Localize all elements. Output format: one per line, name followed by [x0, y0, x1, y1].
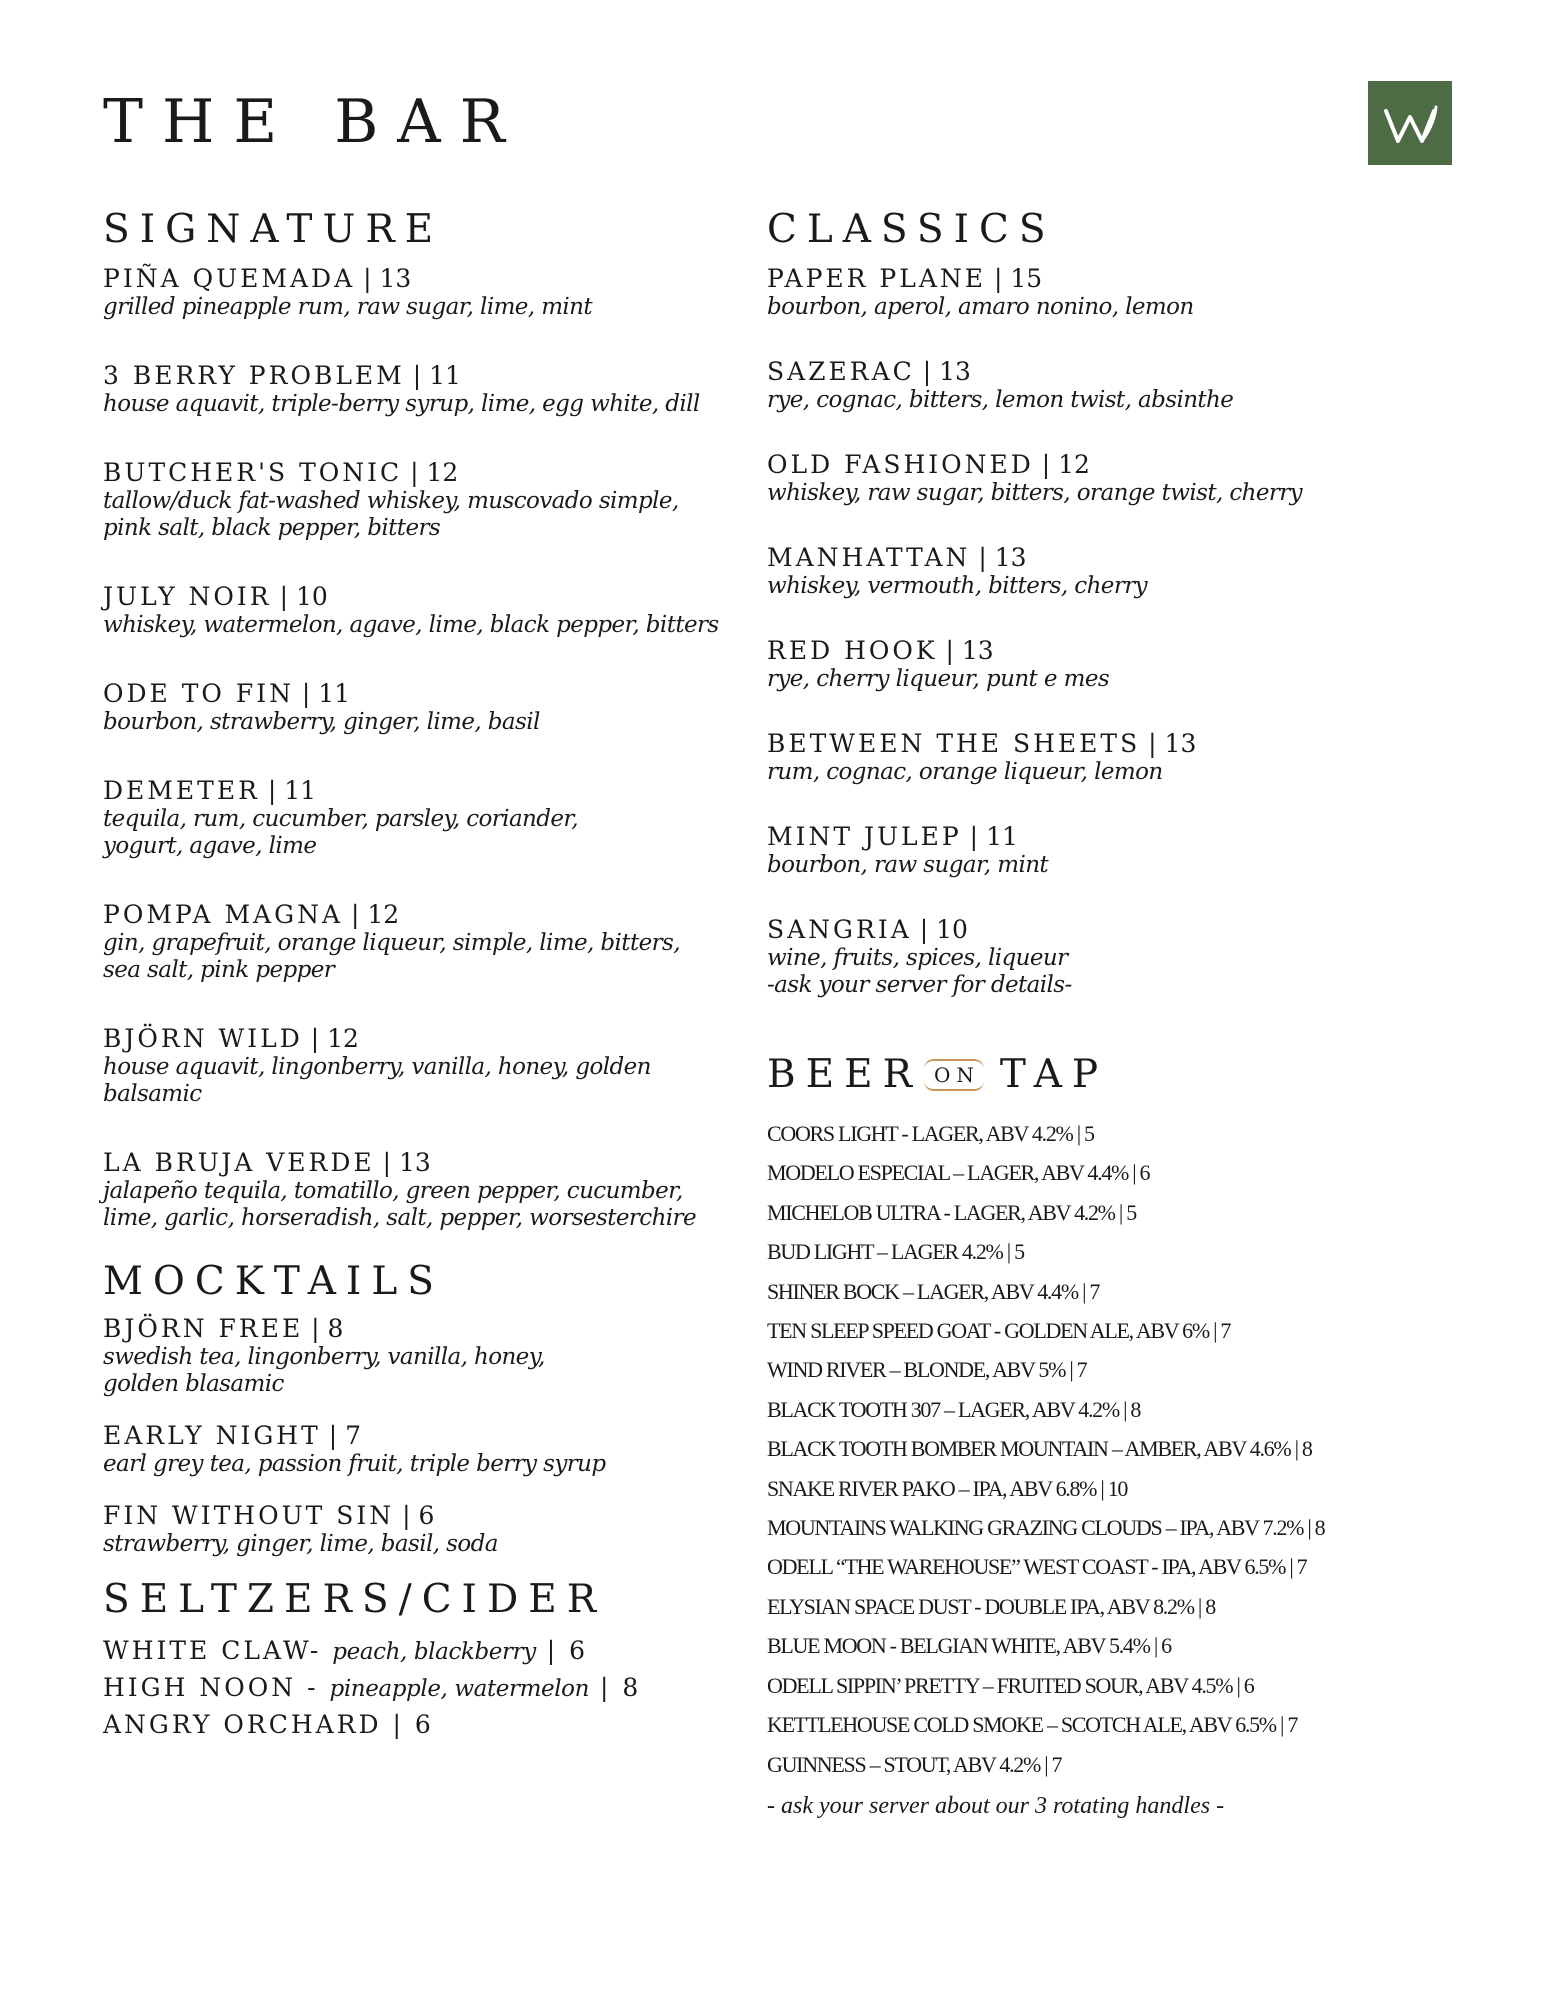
- description-line: earl grey tea, passion fruit, triple berry syrup: [103, 1451, 606, 1477]
- item-name: ODE TO FIN: [103, 679, 294, 708]
- menu-item: [103, 678, 723, 736]
- description-line: whiskey, vermouth, bitters, cherry: [767, 573, 1148, 599]
- menu-item-name: [103, 678, 723, 709]
- menu-item: [103, 360, 723, 418]
- item-price: 12: [367, 900, 400, 929]
- menu-item-name: [767, 356, 1467, 387]
- beer-item: ELYSIAN SPACE DUST - DOUBLE IPA, ABV 8.2% | 8: [767, 1593, 1215, 1619]
- menu-item-name: [767, 728, 1467, 759]
- beer-heading-on-badge: ON: [924, 1059, 984, 1091]
- description-line: rye, cognac, bitters, lemon twist, absinthe: [767, 387, 1234, 413]
- signature-list: [103, 263, 723, 1232]
- item-description: [103, 1054, 723, 1108]
- seltzer-flavors: pineapple, watermelon: [329, 1676, 590, 1702]
- description-line: golden blasamic: [103, 1371, 284, 1397]
- description-line: rum, cognac, orange liqueur, lemon: [767, 759, 1163, 785]
- w-logo-icon: [1368, 81, 1452, 165]
- price-separator: |: [404, 361, 430, 390]
- menu-item: [767, 356, 1467, 414]
- description-line: strawberry, ginger, lime, basil, soda: [103, 1531, 498, 1557]
- item-price: 13: [1164, 729, 1197, 758]
- menu-item: [767, 728, 1467, 786]
- description-line: yogurt, agave, lime: [103, 833, 317, 859]
- item-description: [767, 573, 1467, 600]
- price-separator: |: [394, 1501, 419, 1530]
- item-name: MINT JULEP: [767, 822, 962, 851]
- menu-item: [103, 581, 723, 639]
- seltzer-item: [103, 1670, 723, 1707]
- item-price: 11: [284, 776, 317, 805]
- item-name: LA BRUJA VERDE: [103, 1148, 375, 1177]
- menu-item-name: [767, 263, 1467, 294]
- item-description: [103, 1531, 723, 1558]
- item-name: POMPA MAGNA: [103, 900, 343, 929]
- description-line: bourbon, strawberry, ginger, lime, basil: [103, 709, 540, 735]
- item-price: 13: [379, 264, 412, 293]
- menu-item: [103, 775, 723, 860]
- item-description: [103, 1178, 723, 1232]
- description-line: tallow/duck fat-washed whiskey, muscovado simple,: [103, 488, 679, 514]
- item-name: MANHATTAN: [767, 543, 971, 572]
- menu-item-name: [103, 775, 723, 806]
- beer-item: KETTLEHOUSE COLD SMOKE – SCOTCH ALE, ABV 6.5% | 7: [767, 1712, 1298, 1738]
- price-separator: |: [986, 264, 1011, 293]
- description-line: jalapeño tequila, tomatillo, green pepper, cucumber,: [103, 1178, 683, 1204]
- menu-item: [767, 914, 1467, 999]
- menu-item: [767, 449, 1467, 507]
- beer-item: MOUNTAINS WALKING GRAZING CLOUDS – IPA, ABV 7.2% | 8: [767, 1515, 1325, 1541]
- menu-item-name: [103, 360, 723, 391]
- price-separator: |: [381, 1710, 415, 1739]
- item-name: JULY NOIR: [103, 582, 272, 611]
- mocktails-list: [103, 1313, 723, 1558]
- menu-item: [103, 1023, 723, 1108]
- seltzers-heading: SELTZERS/CIDER: [103, 1577, 607, 1622]
- item-name: SAZERAC: [767, 357, 915, 386]
- seltzer-price: 8: [622, 1673, 642, 1702]
- beer-item: SHINER BOCK – LAGER, ABV 4.4% | 7: [767, 1278, 1100, 1304]
- item-description: [103, 612, 723, 639]
- price-separator: |: [914, 357, 940, 386]
- beer-item: BLACK TOOTH 307 – LAGER, ABV 4.2% | 8: [767, 1396, 1141, 1422]
- price-separator: |: [535, 1636, 570, 1665]
- seltzer-item: [103, 1707, 723, 1742]
- item-name: BETWEEN THE SHEETS: [767, 729, 1141, 758]
- seltzer-item: [103, 1633, 723, 1670]
- page-title: THE BAR: [103, 87, 524, 157]
- menu-item: [103, 1313, 723, 1398]
- description-line: lime, garlic, horseradish, salt, pepper, worsesterchire: [103, 1205, 696, 1231]
- menu-item-name: [767, 542, 1467, 573]
- price-separator: |: [271, 582, 296, 611]
- menu-item-name: [767, 635, 1467, 666]
- menu-item-name: [767, 914, 1467, 945]
- item-name: BUTCHER'S TONIC: [103, 458, 403, 487]
- menu-item-name: [103, 1023, 723, 1054]
- price-separator: |: [402, 458, 427, 487]
- description-line: -ask your server for details-: [767, 972, 1072, 998]
- description-line: house aquavit, lingonberry, vanilla, honey, golden balsamic: [103, 1054, 651, 1107]
- seltzer-name: WHITE CLAW-: [103, 1636, 322, 1665]
- item-price: 12: [1058, 450, 1090, 479]
- item-price: 12: [426, 458, 459, 487]
- item-price: 11: [986, 822, 1018, 851]
- item-price: 7: [345, 1421, 362, 1450]
- beer-item: ODELL “THE WAREHOUSE” WEST COAST - IPA, ABV 6.5% | 7: [767, 1554, 1307, 1580]
- item-price: 8: [327, 1314, 344, 1343]
- beer-item: ODELL SIPPIN’ PRETTY – FRUITED SOUR, ABV 4.5% | 6: [767, 1672, 1254, 1698]
- item-description: [767, 666, 1467, 693]
- description-line: wine, fruits, spices, liqueur: [767, 945, 1068, 971]
- item-description: [103, 488, 723, 542]
- description-line: grilled pineapple rum, raw sugar, lime, mint: [103, 294, 593, 320]
- description-line: sea salt, pink pepper: [103, 957, 335, 983]
- item-price: 13: [939, 357, 971, 386]
- price-separator: |: [293, 679, 319, 708]
- description-line: whiskey, watermelon, agave, lime, black pepper, bitters: [103, 612, 719, 638]
- item-description: [767, 945, 1467, 999]
- item-name: FIN WITHOUT SIN: [103, 1501, 395, 1530]
- menu-item-name: [103, 899, 723, 930]
- item-description: [103, 1451, 723, 1478]
- menu-item: [103, 899, 723, 984]
- price-separator: |: [1140, 729, 1165, 758]
- item-description: [103, 806, 723, 860]
- seltzer-name: ANGRY ORCHARD: [103, 1710, 382, 1739]
- item-price: 10: [295, 582, 328, 611]
- menu-item: [767, 821, 1467, 879]
- item-price: 13: [961, 636, 994, 665]
- classics-heading: CLASSICS: [767, 207, 1056, 252]
- price-separator: |: [1033, 450, 1059, 479]
- item-description: [767, 852, 1467, 879]
- price-separator: |: [303, 1314, 328, 1343]
- item-description: [767, 759, 1467, 786]
- item-description: [103, 709, 723, 736]
- item-price: 12: [327, 1024, 359, 1053]
- menu-item-name: [767, 449, 1467, 480]
- seltzer-name: HIGH NOON -: [103, 1673, 319, 1702]
- beer-item: BUD LIGHT – LAGER 4.2% | 5: [767, 1239, 1024, 1265]
- menu-item-name: [767, 821, 1467, 852]
- description-line: tequila, rum, cucumber, parsley, coriander,: [103, 806, 578, 832]
- item-name: EARLY NIGHT: [103, 1421, 321, 1450]
- menu-item: [103, 263, 723, 321]
- menu-item-name: [103, 1313, 723, 1344]
- seltzer-flavors: peach, blackberry: [332, 1639, 536, 1665]
- menu-item: [767, 542, 1467, 600]
- rotating-handles-note: - ask your server about our 3 rotating handles -: [767, 1792, 1225, 1819]
- price-separator: |: [355, 264, 380, 293]
- menu-item-name: [103, 1147, 723, 1178]
- price-separator: |: [320, 1421, 346, 1450]
- description-line: bourbon, raw sugar, mint: [767, 852, 1049, 878]
- item-name: 3 BERRY PROBLEM: [103, 361, 405, 390]
- logo: [1368, 81, 1452, 165]
- price-separator: |: [259, 776, 285, 805]
- item-price: 11: [429, 361, 461, 390]
- menu-item-name: [103, 581, 723, 612]
- price-separator: |: [302, 1024, 328, 1053]
- menu-item-name: [103, 457, 723, 488]
- item-description: [767, 480, 1467, 507]
- item-description: [103, 391, 723, 418]
- item-description: [767, 294, 1467, 321]
- item-price: 6: [418, 1501, 435, 1530]
- item-description: [103, 1344, 723, 1398]
- menu-item: [103, 1147, 723, 1232]
- item-price: 10: [936, 915, 968, 944]
- price-separator: |: [589, 1673, 623, 1702]
- beer-item: BLUE MOON - BELGIAN WHITE, ABV 5.4% | 6: [767, 1633, 1171, 1659]
- item-price: 11: [318, 679, 351, 708]
- menu-item: [103, 1420, 723, 1478]
- beer-item: TEN SLEEP SPEED GOAT - GOLDEN ALE, ABV 6% | 7: [767, 1318, 1231, 1344]
- right-column: [767, 207, 1467, 1826]
- item-name: RED HOOK: [767, 636, 938, 665]
- description-line: swedish tea, lingonberry, vanilla, honey,: [103, 1344, 545, 1370]
- price-separator: |: [970, 543, 995, 572]
- item-name: PAPER PLANE: [767, 264, 987, 293]
- description-line: pink salt, black pepper, bitters: [103, 515, 441, 541]
- beer-item: WIND RIVER – BLONDE, ABV 5% | 7: [767, 1357, 1087, 1383]
- price-separator: |: [961, 822, 987, 851]
- menu-item: [103, 457, 723, 542]
- seltzer-price: 6: [569, 1636, 589, 1665]
- item-description: [103, 930, 723, 984]
- menu-item: [767, 263, 1467, 321]
- beer-item: MICHELOB ULTRA - LAGER, ABV 4.2% | 5: [767, 1199, 1136, 1225]
- item-name: PIÑA QUEMADA: [103, 264, 356, 293]
- description-line: whiskey, raw sugar, bitters, orange twist, cherry: [767, 480, 1303, 506]
- price-separator: |: [937, 636, 962, 665]
- menu-item-name: [103, 263, 723, 294]
- beer-item: GUINNESS – STOUT, ABV 4.2% | 7: [767, 1751, 1062, 1777]
- beer-item: SNAKE RIVER PAKO – IPA, ABV 6.8% | 10: [767, 1475, 1128, 1501]
- item-description: [103, 294, 723, 321]
- item-price: 13: [994, 543, 1027, 572]
- item-name: BJÖRN WILD: [103, 1024, 303, 1053]
- price-separator: |: [374, 1148, 399, 1177]
- beer-heading-right: TAP: [999, 1052, 1109, 1097]
- beer-list: [767, 1114, 1467, 1784]
- mocktails-heading: MOCKTAILS: [103, 1259, 444, 1304]
- beer-item: COORS LIGHT - LAGER, ABV 4.2% | 5: [767, 1121, 1094, 1146]
- seltzers-list: [103, 1633, 723, 1742]
- menu-item-name: [103, 1420, 723, 1451]
- beer-item: MODELO ESPECIAL – LAGER, ABV 4.4% | 6: [767, 1160, 1150, 1186]
- description-line: rye, cherry liqueur, punt e mes: [767, 666, 1110, 692]
- item-price: 15: [1010, 264, 1043, 293]
- price-separator: |: [343, 900, 368, 929]
- description-line: gin, grapefruit, orange liqueur, simple, lime, bitters,: [103, 930, 680, 956]
- item-name: DEMETER: [103, 776, 260, 805]
- beer-on-tap-heading: [767, 1052, 1467, 1097]
- price-separator: |: [911, 915, 937, 944]
- menu-item-name: [103, 1500, 723, 1531]
- signature-heading: SIGNATURE: [103, 207, 444, 252]
- seltzer-price: 6: [414, 1710, 434, 1739]
- item-price: 13: [398, 1148, 431, 1177]
- beer-heading-left: BEER: [767, 1052, 922, 1097]
- beer-item: BLACK TOOTH BOMBER MOUNTAIN – AMBER, ABV 4.6% | 8: [767, 1436, 1312, 1462]
- item-name: BJÖRN FREE: [103, 1314, 304, 1343]
- left-column: [103, 207, 723, 1742]
- item-name: OLD FASHIONED: [767, 450, 1034, 479]
- menu-item: [767, 635, 1467, 693]
- description-line: house aquavit, triple-berry syrup, lime, egg white, dill: [103, 391, 700, 417]
- classics-list: [767, 263, 1467, 999]
- menu-item: [103, 1500, 723, 1558]
- item-description: [767, 387, 1467, 414]
- description-line: bourbon, aperol, amaro nonino, lemon: [767, 294, 1194, 320]
- item-name: SANGRIA: [767, 915, 912, 944]
